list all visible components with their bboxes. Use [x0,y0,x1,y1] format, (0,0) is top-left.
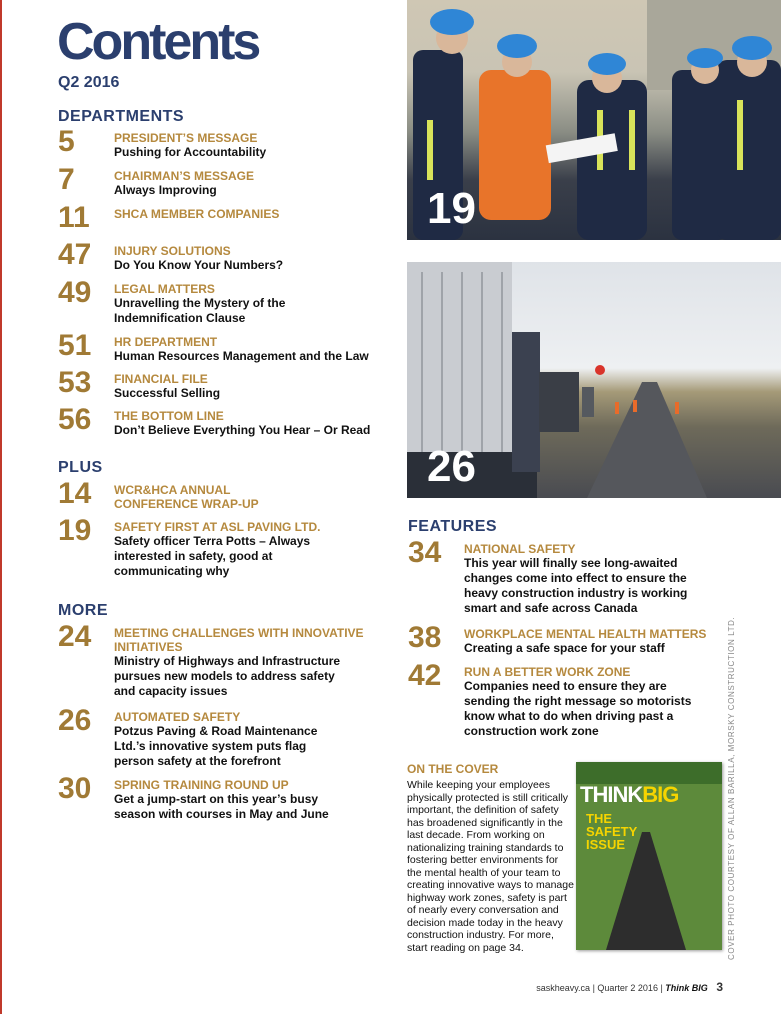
toc-page-number: 53 [58,366,92,399]
cover-logo [580,782,678,808]
photo-page-number: 19 [427,184,476,233]
toc-heading: SHCA MEMBER COMPANIES [114,207,280,221]
toc-heading: THE BOTTOM LINE [114,409,224,423]
toc-heading: NATIONAL SAFETY [464,542,576,556]
toc-heading: WORKPLACE MENTAL HEALTH MATTERS [464,627,707,641]
toc-heading: LEGAL MATTERS [114,282,215,296]
toc-page-number: 49 [58,276,92,309]
section-departments: DEPARTMENTS [58,108,185,125]
toc-description: Unravelling the Mystery of the Indemnification Clause [114,296,286,325]
toc-page-number: 7 [58,163,75,196]
toc-page-number: 38 [408,621,442,654]
toc-page-number: 14 [58,477,92,510]
page-edge-rule [0,0,2,1014]
toc-description: Human Resources Management and the Law [114,349,369,363]
toc-heading: SAFETY FIRST AT ASL PAVING LTD. [114,520,321,534]
toc-description: Creating a safe space for your staff [464,641,665,655]
toc-heading: CHAIRMAN’S MESSAGE [114,169,255,183]
toc-heading: HR DEPARTMENT [114,335,218,349]
footer-quarter: Quarter 2 2016 [597,983,658,993]
toc-page-number: 30 [58,772,92,805]
toc-page-number: 24 [58,620,92,653]
issue-label: Q2 2016 [58,74,120,91]
toc-description: Get a jump-start on this year’s busy season with courses in May and June [114,792,329,821]
toc-heading: PRESIDENT’S MESSAGE [114,131,258,145]
cover-issue-title: THE SAFETY ISSUE [586,811,638,852]
on-the-cover-heading: ON THE COVER [407,762,499,776]
toc-heading: RUN A BETTER WORK ZONE [464,665,631,679]
toc-heading: AUTOMATED SAFETY [114,710,241,724]
toc-page-number: 11 [58,201,90,234]
toc-heading: INJURY SOLUTIONS [114,244,231,258]
toc-heading: SPRING TRAINING ROUND UP [114,778,289,792]
toc-description: Companies need to ensure they are sending the right message so motorists know what to do when driving past a construction work zone [464,679,692,738]
toc-description: Ministry of Highways and Infrastructure pursues new models to address safety and capacity issues [114,654,341,698]
toc-description: Do You Know Your Numbers? [114,258,284,272]
cover-top-bar [576,762,722,784]
footer-site: saskheavy.ca [536,983,591,993]
toc-description: Pushing for Accountability [114,145,267,159]
toc-page-number: 5 [58,125,75,158]
on-the-cover-text: While keeping your employees physically protected is still critically important, the definition of safety has broadened significantly in the last decade. From working on nationalizing training standards to fostering better environments for the mental health of your team to creating innovative ways to manage highway work zones, safety is part of nearly every conversation and decision made today in the heavy construction industry. For more, start reading on page 34. [407,779,574,954]
toc-page-number: 47 [58,238,92,271]
photo-highway-truck [407,262,781,498]
toc-page-number: 42 [408,659,442,692]
toc-heading: FINANCIAL FILE [114,372,208,386]
footer-page-number: 3 [716,980,723,994]
toc-description: Always Improving [114,183,217,197]
toc-description: This year will finally see long-awaited changes come into effect to ensure the heavy construction industry is working smart and safe across Canada [464,556,688,615]
toc-description: Successful Selling [114,386,221,400]
toc-page-number: 26 [58,704,92,737]
toc-page-number: 51 [58,329,92,362]
cover-logo-big: BIG [642,782,679,807]
toc-heading: WCR&HCA ANNUAL CONFERENCE WRAP-UP [114,483,259,511]
photo-credit: COVER PHOTO COURTESY OF ALLAN BARILLA, MORSKY CONSTRUCTION LTD. [727,616,736,960]
toc-page-number: 34 [408,536,442,569]
page-title: Contents [57,13,259,71]
section-plus: PLUS [58,459,103,476]
toc-description: Safety officer Terra Potts – Always interested in safety, good at communicating why [114,534,311,578]
page-footer: saskheavy.ca | Quarter 2 2016 | Think BIG 3 [536,980,723,994]
toc-heading: MEETING CHALLENGES WITH INNOVATIVE INITIATIVES [114,626,364,654]
toc-description: Don’t Believe Everything You Hear – Or Read [114,423,371,437]
toc-page-number: 19 [58,514,92,547]
cover-thumbnail[interactable] [576,762,722,950]
section-more: MORE [58,602,108,619]
photo-safety-workers [407,0,781,240]
photo-page-number: 26 [427,442,476,491]
footer-magazine: Think BIG [665,983,708,993]
cover-logo-think: THINK [580,782,643,807]
section-features: FEATURES [408,518,498,535]
toc-description: Potzus Paving & Road Maintenance Ltd.’s innovative system puts flag person safety at the forefront [114,724,318,768]
toc-page-number: 56 [58,403,92,436]
